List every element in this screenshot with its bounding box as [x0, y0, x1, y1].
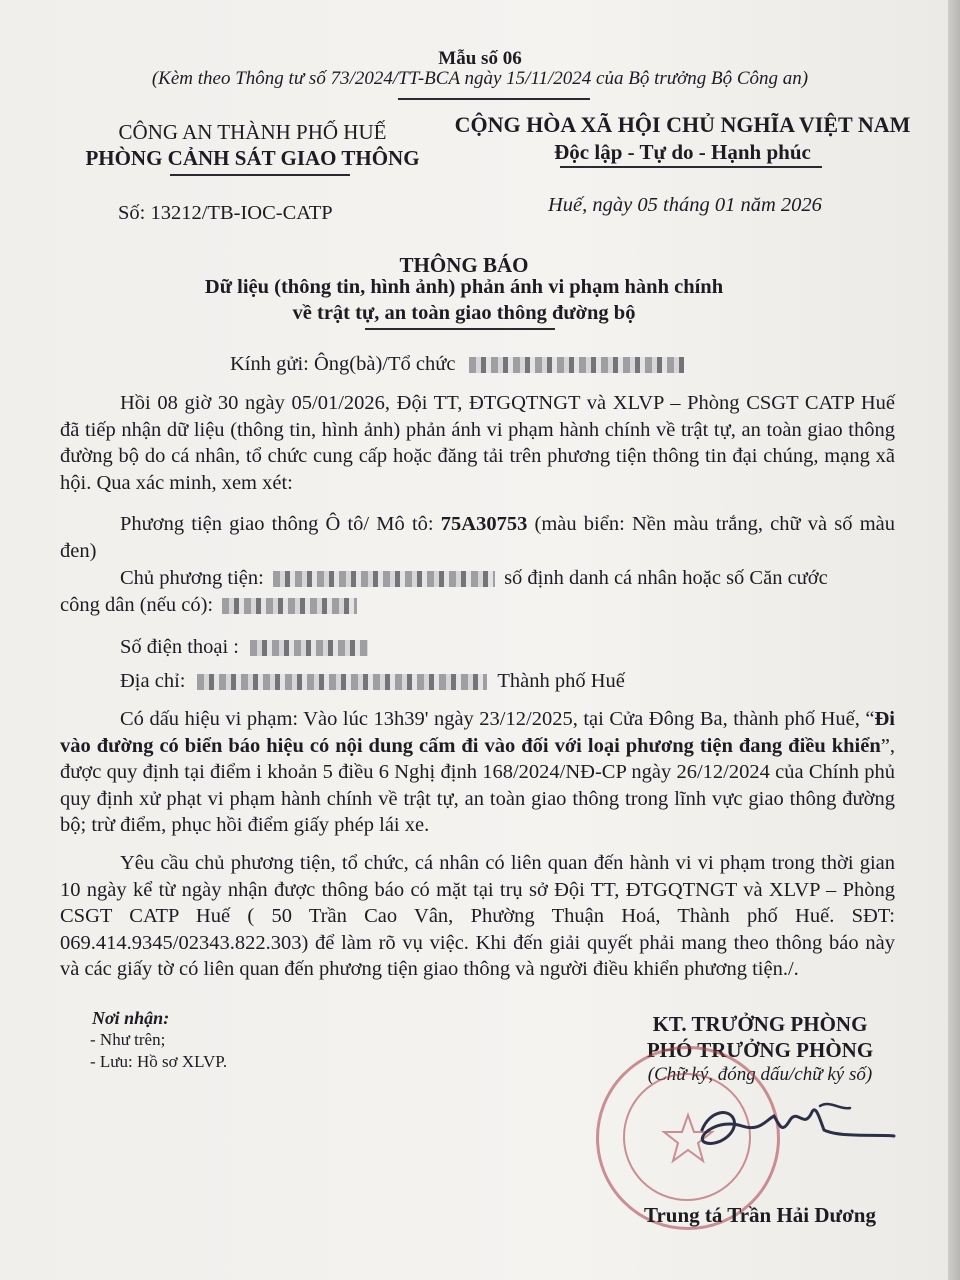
address-line	[120, 670, 625, 693]
recipient-label: Kính gửi: Ông(bà)/Tổ chức	[230, 353, 456, 375]
form-number: Mẫu số 06	[438, 48, 522, 69]
owner-line	[120, 567, 828, 590]
violation-description: Đi vào đường có biển báo hiệu có nội dung cấm đi vào đối với loại phương tiện đang điều khiển	[60, 708, 895, 757]
redacted-id	[222, 598, 357, 614]
notice-title: THÔNG BÁO	[399, 253, 529, 277]
address-city: Thành phố Huế	[497, 670, 625, 692]
owner-label: Chủ phương tiện:	[120, 567, 264, 589]
plate-color: (màu biển: Nền màu trắng, chữ và số màu đen)	[60, 513, 895, 562]
phone-label: Số điện thoại :	[120, 636, 240, 658]
agency-name: CÔNG AN THÀNH PHỐ HUẾ	[118, 120, 387, 144]
recipients-heading: Nơi nhận:	[92, 1008, 170, 1028]
notice-subtitle-2: về trật tự, an toàn giao thông đường bộ	[292, 302, 636, 324]
nation-motto: Độc lập - Tự do - Hạnh phúc	[554, 140, 811, 164]
vehicle-label: Phương tiện giao thông Ô tô/ Mô tô:	[120, 513, 441, 535]
recipient-line	[230, 353, 684, 376]
nation-title: CỘNG HÒA XÃ HỘI CHỦ NGHĨA VIỆT NAM	[454, 112, 911, 137]
form-underline	[398, 98, 590, 100]
license-plate: 75A30753	[440, 513, 528, 535]
id-label: công dân (nếu có):	[60, 594, 214, 616]
owner-id-text: số định danh cá nhân hoặc số Căn cước	[504, 567, 828, 589]
notice-subtitle-1: Dữ liệu (thông tin, hình ảnh) phản ánh vi phạm hành chính	[204, 276, 724, 298]
motto-underline	[560, 166, 822, 168]
department-underline	[170, 174, 350, 176]
page-edge	[948, 0, 960, 1280]
signature-note: (Chữ ký, đóng dấu/chữ ký số)	[647, 1064, 873, 1085]
signer-name: Trung tá Trần Hải Dương	[644, 1203, 876, 1227]
signer-title-2: PHÓ TRƯỞNG PHÒNG	[646, 1038, 874, 1062]
phone-line	[120, 636, 368, 659]
recipient-item-2: - Lưu: Hồ sơ XLVP.	[90, 1052, 228, 1071]
violation-intro: Có dấu hiệu vi phạm: Vào lúc 13h39' ngày 23/12/2025, tại Cửa Đông Ba, thành phố Huế, “	[120, 708, 875, 730]
vehicle-paragraph	[60, 511, 895, 564]
redacted-recipient	[469, 357, 684, 373]
violation-legal-basis: ”, được quy định tại điểm i khoản 5 điều 6 Nghị định 168/2024/NĐ-CP ngày 26/12/2024 của Chính phủ quy định xử phạt vi phạm hành chính về trật tự, an toàn giao thông trong lĩnh vực giao thông đường bộ; trừ điểm, phục hồi điểm giấy phép lái xe.	[60, 734, 895, 837]
signer-title-1: KT. TRƯỞNG PHÒNG	[652, 1012, 868, 1036]
redacted-address	[197, 674, 487, 690]
redacted-phone	[250, 640, 368, 656]
place-date: Huế, ngày 05 tháng 01 năm 2026	[548, 194, 822, 216]
request-paragraph: Yêu cầu chủ phương tiện, tổ chức, cá nhân có liên quan đến hành vi vi phạm trong thời gian 10 ngày kể từ ngày nhận được thông báo có mặt tại trụ sở Đội TT, ĐTGQTNGT và XLVP – Phòng CSGT CATP Huế ( 50 Trần Cao Vân, Phường Thuận Hoá, Thành phố Huế. SĐT: 069.414.9345/02343.822.303) để làm rõ vụ việc. Khi đến giải quyết phải mang theo thông báo này và các giấy tờ có liên quan đến phương tiện giao thông và người điều khiển phương tiện./.	[60, 852, 895, 981]
address-label: Địa chỉ:	[120, 670, 186, 692]
subtitle-underline	[365, 328, 555, 330]
paragraph-intro: Hồi 08 giờ 30 ngày 05/01/2026, Đội TT, ĐTGQTNGT và XLVP – Phòng CSGT CATP Huế đã tiếp nhận dữ liệu (thông tin, hình ảnh) phản ánh vi phạm hành chính về trật tự, an toàn giao thông đường bộ do cá nhân, tổ chức cung cấp hoặc đăng tải trên phương tiện thông tin đại chúng, mạng xã hội. Qua xác minh, xem xét:	[60, 392, 895, 494]
redacted-owner	[273, 571, 495, 587]
recipient-item-1: - Như trên;	[90, 1030, 166, 1049]
document-number: Số: 13212/TB-IOC-CATP	[118, 202, 333, 224]
handwritten-signature	[690, 1090, 900, 1160]
form-reference: (Kèm theo Thông tư số 73/2024/TT-BCA ngày 15/11/2024 của Bộ trưởng Bộ Công an)	[151, 68, 809, 89]
violation-paragraph	[60, 706, 895, 839]
department-name: PHÒNG CẢNH SÁT GIAO THÔNG	[85, 146, 420, 170]
id-line	[60, 594, 357, 617]
